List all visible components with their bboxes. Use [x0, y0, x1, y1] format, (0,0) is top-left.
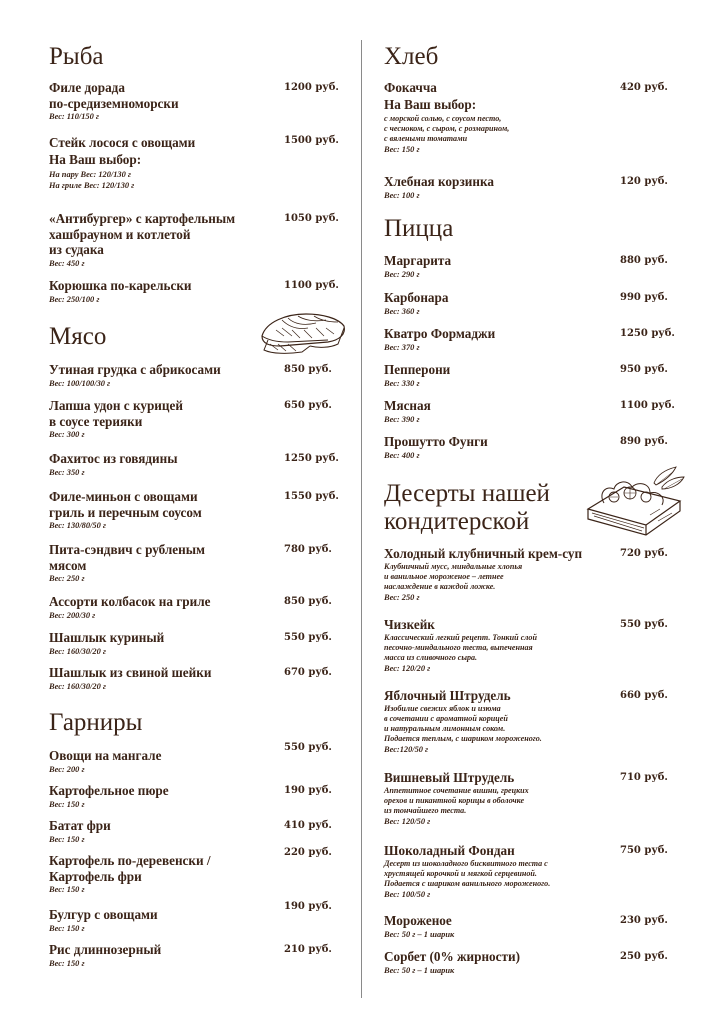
item-name: Прошутто Фунги — [384, 434, 488, 449]
menu-item — [384, 617, 680, 674]
item-price: 1200 руб. — [284, 82, 339, 93]
item-weight: Вес: 300 г — [49, 430, 85, 439]
item-weight: Вес: 400 г — [384, 450, 420, 460]
item-price: 230 руб. — [620, 915, 668, 926]
item-price: 1500 руб. — [284, 135, 339, 146]
item-name: Лапша удон с курицей — [49, 398, 183, 413]
item-price: 1100 руб. — [620, 400, 675, 411]
item-choice: На Ваш выбор: — [49, 151, 142, 167]
item-price: 750 руб. — [620, 845, 668, 856]
item-name: Вишневый Штрудель — [384, 770, 515, 785]
item-description: и ванильное мороженое – летнее — [384, 571, 504, 581]
item-description: с чесноком, с сыром, с розмарином, — [384, 123, 510, 133]
menu-item — [384, 80, 680, 155]
item-weight: Вес: 450 г — [49, 258, 85, 268]
item-price: 550 руб. — [284, 632, 332, 643]
item-weight: Вес: 350 г — [49, 467, 85, 477]
item-description: Десерт из шоколадного бисквитного теста с — [384, 858, 548, 868]
menu-item — [49, 211, 344, 269]
item-choice: На Ваш выбор: — [384, 96, 477, 112]
menu-item — [49, 451, 344, 478]
item-price: 190 руб. — [284, 785, 332, 796]
item-description: Изобилие свежих яблок и изюма — [384, 703, 501, 713]
menu-item — [384, 770, 680, 827]
item-price: 990 руб. — [620, 292, 668, 303]
menu-item — [49, 630, 344, 657]
menu-item — [384, 913, 680, 940]
menu-item — [384, 434, 680, 461]
item-name: Фокачча — [384, 80, 437, 95]
item-price: 670 руб. — [284, 667, 332, 678]
menu-item — [49, 398, 344, 440]
item-weight: Вес: 50 г – 1 шарик — [384, 929, 455, 939]
item-price: 890 руб. — [620, 436, 668, 447]
menu-item — [49, 80, 344, 122]
menu-item — [49, 489, 344, 531]
item-name: Кватро Формаджи — [384, 326, 496, 341]
item-weight: Вес: 390 г — [384, 414, 420, 424]
item-price: 550 руб. — [620, 619, 668, 630]
item-description: и натуральным лимонным соком. — [384, 723, 506, 733]
item-description: с вялеными томатами — [384, 133, 468, 143]
item-price: 1250 руб. — [284, 453, 339, 464]
item-weight: Вес: 150 г — [49, 923, 85, 933]
item-name: мясом — [49, 557, 87, 573]
menu-item — [49, 362, 344, 389]
item-weight: На гриле Вес: 120/130 г — [49, 180, 135, 190]
section-title: Мясо — [49, 323, 107, 350]
item-description: Аппетитное сочетание вишни, грецких — [384, 785, 529, 795]
item-weight: Вес: 130/80/50 г — [49, 521, 106, 530]
item-price: 720 руб. — [620, 548, 668, 559]
menu-item — [384, 688, 680, 755]
item-description: Клубничный мусс, миндальные хлопья — [384, 561, 523, 571]
menu-item — [49, 594, 344, 621]
item-description: наслаждение в каждой ложке. — [384, 581, 496, 591]
item-price: 220 руб. — [284, 847, 332, 858]
item-description: Классический легкий рецепт. Тонкий слой — [384, 632, 537, 642]
item-description: орехов и пикантной корицы в оболочке — [384, 795, 525, 805]
item-name: Сорбет (0% жирности) — [384, 949, 520, 964]
item-name: Ассорти колбасок на гриле — [49, 594, 211, 609]
item-description: Подается с шариком ванильного мороженого. — [384, 878, 551, 888]
cake-sketch-icon — [584, 463, 688, 539]
menu-item — [49, 542, 344, 584]
item-description: из тончайшего теста. — [384, 805, 467, 815]
menu-item — [49, 942, 344, 969]
item-price: 1050 руб. — [284, 213, 339, 224]
menu-item — [384, 326, 680, 353]
column-divider — [361, 40, 362, 998]
menu-item — [49, 847, 344, 895]
section-title: Хлеб — [384, 43, 439, 70]
item-name: Маргарита — [384, 253, 452, 268]
item-weight: Вес: 160/30/20 г — [49, 681, 106, 691]
item-weight: Вес:120/50 г — [384, 744, 429, 754]
item-weight: Вес: 370 г — [384, 342, 420, 352]
menu-item — [384, 949, 680, 976]
item-weight: Вес: 150 г — [49, 958, 85, 968]
item-weight: Вес: 120/50 г — [384, 816, 431, 826]
item-weight: Вес: 150 г — [49, 885, 85, 894]
menu-item — [384, 253, 680, 280]
item-name: Шоколадный Фондан — [384, 843, 515, 858]
menu-item — [49, 818, 344, 845]
menu-item — [384, 843, 680, 900]
section-title: Гарниры — [49, 709, 143, 736]
item-name: Картофель по-деревенски / — [49, 853, 211, 868]
section-title: Десерты нашей — [384, 480, 550, 507]
item-weight: Вес: 50 г – 1 шарик — [384, 965, 455, 975]
menu-item — [49, 783, 344, 810]
item-weight: Вес: 200 г — [49, 764, 85, 774]
item-name: Яблочный Штрудель — [384, 688, 511, 703]
item-weight: Вес: 200/30 г — [49, 610, 96, 620]
item-price: 660 руб. — [620, 690, 668, 701]
menu-item — [49, 278, 344, 305]
item-name: из судака — [49, 242, 104, 257]
item-name: Овощи на мангале — [49, 748, 162, 763]
item-price: 1250 руб. — [620, 328, 675, 339]
item-description: хрустящей корочкой и мягкой серцевиной. — [384, 868, 537, 878]
item-name: Шашлык из свиной шейки — [49, 665, 212, 680]
item-price: 190 руб. — [284, 901, 332, 912]
item-price: 1550 руб. — [284, 491, 339, 502]
item-weight: Вес: 250 г — [49, 574, 85, 583]
item-weight: Вес: 100 г — [384, 190, 420, 200]
item-name: гриль и перечным соусом — [49, 504, 202, 520]
item-price: 210 руб. — [284, 944, 332, 955]
item-weight: Вес: 100/100/30 г — [49, 378, 111, 388]
menu-item — [384, 174, 680, 201]
item-name: Стейк лосося с овощами — [49, 135, 196, 150]
item-name: Карбонара — [384, 290, 449, 305]
item-price: 250 руб. — [620, 951, 668, 962]
item-weight: Вес: 150 г — [49, 834, 85, 844]
menu-item — [49, 742, 344, 775]
item-name: Пепперони — [384, 362, 451, 377]
menu-item — [384, 290, 680, 317]
item-price: 850 руб. — [284, 364, 332, 375]
item-name: Корюшка по-карельски — [49, 278, 192, 293]
item-name: Утиная грудка с абрикосами — [49, 362, 221, 377]
item-name: Филе-миньон с овощами — [49, 489, 198, 504]
menu-item — [49, 135, 344, 191]
item-price: 780 руб. — [284, 544, 332, 555]
item-name: Рис длиннозерный — [49, 942, 162, 957]
item-name: Чизкейк — [384, 617, 435, 632]
item-name: хашбрауном и котлетой — [49, 226, 191, 242]
menu-item — [384, 546, 680, 603]
item-name: Картофель фри — [49, 868, 142, 884]
item-price: 410 руб. — [284, 820, 332, 831]
item-price: 710 руб. — [620, 772, 668, 783]
menu-item — [49, 901, 344, 934]
item-weight: Вес: 100/50 г — [384, 889, 431, 899]
section-title: Пицца — [384, 215, 454, 242]
item-weight: Вес: 360 г — [384, 306, 420, 316]
item-description: масса из сливочного сыра. — [384, 652, 478, 662]
item-name: по-средиземноморски — [49, 95, 179, 111]
menu-item — [384, 398, 680, 425]
item-description: в сочетании с ароматной корицей — [384, 713, 508, 723]
item-name: Мясная — [384, 398, 431, 413]
item-price: 880 руб. — [620, 255, 668, 266]
item-name: Шашлык куриный — [49, 630, 165, 645]
item-weight: На пару Вес: 120/130 г — [49, 169, 131, 179]
item-description: Подается теплым, с шариком мороженого. — [384, 733, 542, 743]
item-weight: Вес: 160/30/20 г — [49, 646, 106, 656]
item-price: 650 руб. — [284, 400, 332, 411]
item-weight: Вес: 290 г — [384, 269, 420, 279]
meat-sketch-icon — [258, 306, 348, 356]
item-name: Филе дорада — [49, 80, 125, 95]
item-price: 850 руб. — [284, 596, 332, 607]
item-price: 120 руб. — [620, 176, 668, 187]
item-name: в соусе терияки — [49, 413, 143, 429]
item-weight: Вес: 120/20 г — [384, 663, 431, 673]
item-name: Пита-сэндвич с рубленым — [49, 542, 206, 557]
item-name: Мороженое — [384, 913, 452, 928]
menu-item — [384, 362, 680, 389]
section-title: кондитерской — [384, 508, 530, 535]
item-name: Картофельное пюре — [49, 783, 169, 798]
item-weight: Вес: 150 г — [384, 144, 420, 154]
item-description: с морской солью, с соусом песто, — [384, 113, 502, 123]
item-weight: Вес: 150 г — [49, 799, 85, 809]
item-price: 550 руб. — [284, 742, 332, 753]
item-price: 420 руб. — [620, 82, 668, 93]
item-weight: Вес: 330 г — [384, 378, 420, 388]
section-title: Рыба — [49, 43, 104, 70]
item-name: Фахитос из говядины — [49, 451, 178, 466]
item-weight: Вес: 110/150 г — [49, 112, 99, 121]
item-description: песочно-миндального теста, выпеченная — [384, 642, 533, 652]
item-weight: Вес: 250 г — [384, 592, 420, 602]
item-name: Хлебная корзинка — [384, 174, 494, 189]
item-name: Батат фри — [49, 818, 111, 833]
item-weight: Вес: 250/100 г — [49, 294, 100, 304]
item-name: Булгур с овощами — [49, 907, 158, 922]
item-price: 1100 руб. — [284, 280, 339, 291]
item-price: 950 руб. — [620, 364, 668, 375]
item-name: Холодный клубничный крем-суп — [384, 546, 583, 561]
menu-item — [49, 665, 344, 692]
item-name: «Антибургер» с картофельным — [49, 211, 236, 226]
